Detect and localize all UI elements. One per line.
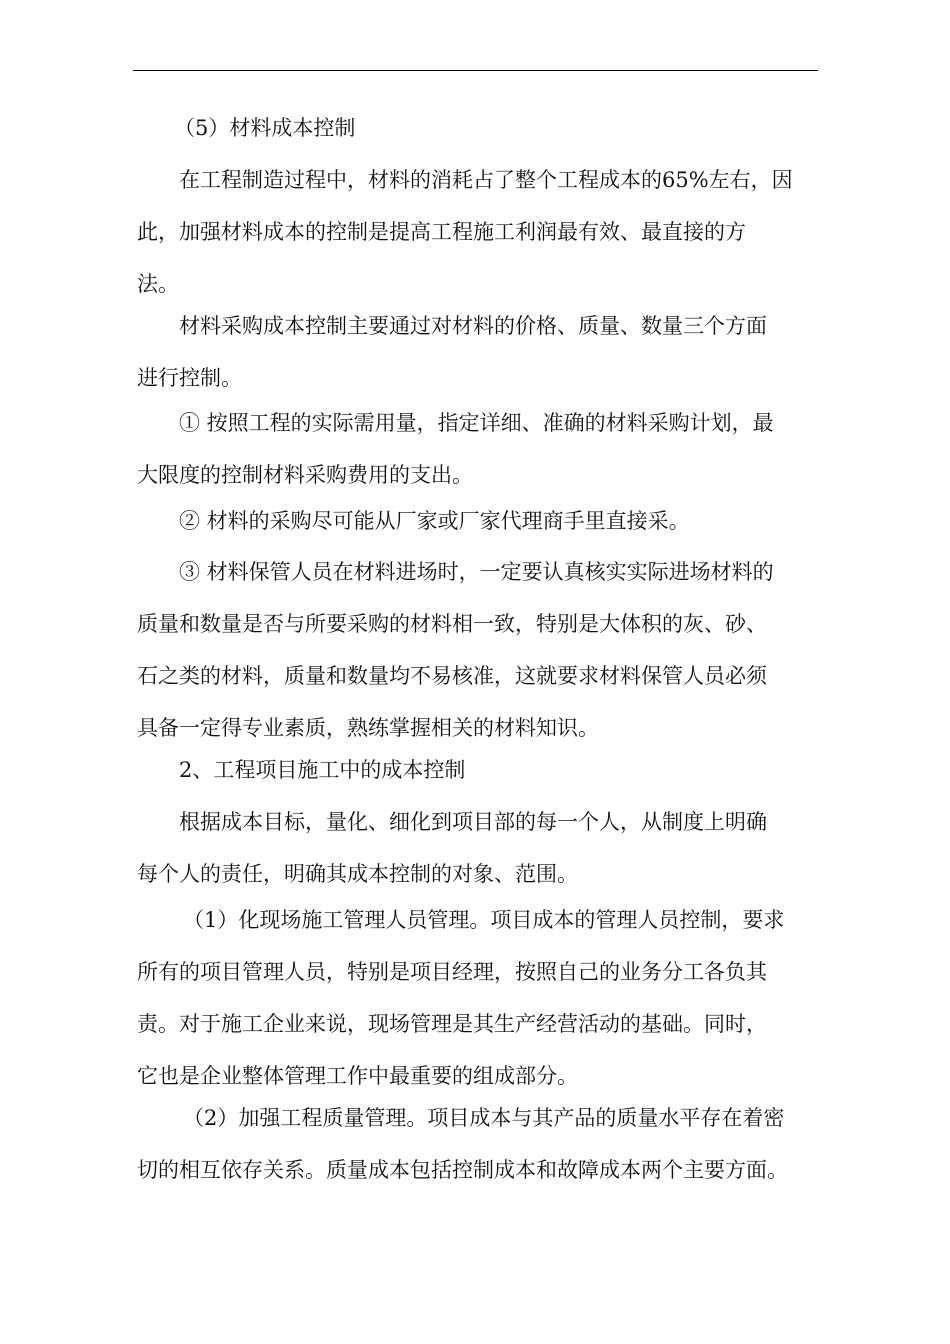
heading-material-cost <box>137 102 823 154</box>
text-line: （2）加强工程质量管理。项目成本与其产品的质量水平存在着密 <box>183 1106 785 1130</box>
text-line: 每个人的责任，明确其成本控制的对象、范围。 <box>137 862 578 886</box>
text-line: 所有的项目管理人员，特别是项目经理，按照自己的业务分工各负其 <box>137 960 767 984</box>
list-item-2 <box>137 495 823 547</box>
paragraph-material-consumption <box>137 154 823 310</box>
text-line: 石之类的材料，质量和数量均不易核准，这就要求材料保管人员必须 <box>137 664 767 688</box>
text-line: 质量和数量是否与所要采购的材料相一致，特别是大体积的灰、砂、 <box>137 612 767 636</box>
text-line: 法。 <box>137 272 179 296</box>
text-line: 此，加强材料成本的控制是提高工程施工利润最有效、最直接的方 <box>137 220 746 244</box>
header-rule <box>133 70 818 71</box>
text-line: ③ 材料保管人员在材料进场时，一定要认真核实实际进场材料的 <box>179 560 774 584</box>
list-item-3 <box>137 546 823 754</box>
text-line: （1）化现场施工管理人员管理。项目成本的管理人员控制，要求 <box>183 908 785 932</box>
paragraph-procurement-control <box>137 300 823 404</box>
text-line: 进行控制。 <box>137 366 242 390</box>
paragraph-quality-management <box>137 1092 823 1196</box>
text-line: 切的相互依存关系。质量成本包括控制成本和故障成本两个主要方面。 <box>137 1158 788 1182</box>
paragraph-site-management <box>137 894 823 1102</box>
text-line: 根据成本目标，量化、细化到项目部的每一个人，从制度上明确 <box>179 810 767 834</box>
text-line: 具备一定得专业素质，熟练掌握相关的材料知识。 <box>137 716 599 740</box>
text-line: 在工程制造过程中，材料的消耗占了整个工程成本的65%左右，因 <box>179 168 793 192</box>
text-line: ② 材料的采购尽可能从厂家或厂家代理商手里直接采。 <box>179 509 690 533</box>
text-line: 材料采购成本控制主要通过对材料的价格、质量、数量三个方面 <box>179 314 767 338</box>
text-line: 它也是企业整体管理工作中最重要的组成部分。 <box>137 1064 578 1088</box>
paragraph-cost-target <box>137 796 823 900</box>
text-line: 2、工程项目施工中的成本控制 <box>179 758 466 782</box>
text-line: （5）材料成本控制 <box>174 116 356 140</box>
text-line: 大限度的控制材料采购费用的支出。 <box>137 463 473 487</box>
heading-construction-cost <box>137 744 823 796</box>
text-line: 责。对于施工企业来说，现场管理是其生产经营活动的基础。同时， <box>137 1012 767 1036</box>
text-line: ① 按照工程的实际需用量，指定详细、准确的材料采购计划，最 <box>179 411 774 435</box>
list-item-1 <box>137 397 823 501</box>
